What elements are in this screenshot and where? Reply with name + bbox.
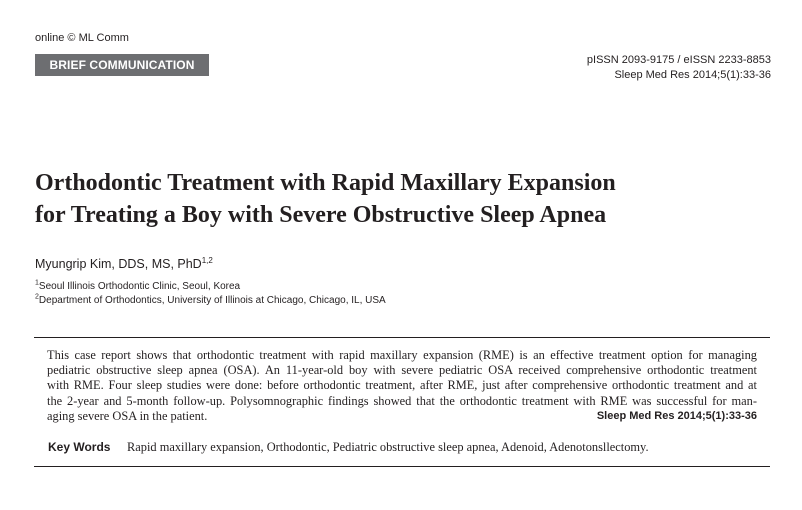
- affiliation: [35, 295, 386, 306]
- abstract-line: pediatric obstructive sleep apnea (OSA). An 11-year-old boy with severe pediatric OSA received comprehensive orthodontic treatment: [47, 363, 757, 378]
- title-line: Orthodontic Treatment with Rapid Maxillary Expansion: [35, 170, 616, 196]
- author-name: Myungrip Kim, DDS, MS, PhD: [35, 257, 202, 271]
- journal-info: [587, 53, 771, 83]
- title-line: for Treating a Boy with Severe Obstructive Sleep Apnea: [35, 202, 607, 228]
- author-line: [35, 257, 213, 271]
- abstract-line: the 2-year and 5-month follow-up. Polysomnographic findings showed that the orthodontic treatment with RME was successful for man-: [47, 393, 757, 408]
- affiliation-text: Department of Orthodontics, University of Illinois at Chicago, Chicago, IL, USA: [38, 295, 386, 306]
- abstract-top-rule: [34, 337, 770, 338]
- abstract-line: with RME. Four sleep studies were done: before orthodontic treatment, after RME, just after comprehensive orthodontic treatment and at: [47, 378, 757, 393]
- abstract-bottom-rule: [34, 466, 770, 467]
- abstract: [47, 348, 757, 424]
- author-affiliation-marks: 1,2: [201, 255, 213, 265]
- journal-citation: Sleep Med Res 2014;5(1):33-36: [614, 69, 771, 81]
- abstract-line: aging severe OSA in the patient.: [47, 408, 208, 423]
- article-title: [35, 167, 755, 231]
- affiliation-mark: 1: [35, 279, 39, 287]
- affiliation-text: Seoul Illinois Orthodontic Clinic, Seoul, Korea: [38, 281, 241, 292]
- abstract-citation: Sleep Med Res 2014;5(1):33-36: [596, 409, 757, 422]
- article-type-badge: BRIEF COMMUNICATION: [35, 54, 209, 76]
- abstract-line: This case report shows that orthodontic treatment with rapid maxillary expansion (RME) is an effective treatment option for managing: [47, 348, 757, 362]
- keywords-text: Rapid maxillary expansion, Orthodontic, Pediatric obstructive sleep apnea, Adenoid, Adenotonsllectomy.: [127, 440, 649, 454]
- issn-text: pISSN 2093-9175 / eISSN 2233-8853: [586, 54, 771, 66]
- online-label: online © ML Comm: [35, 32, 129, 44]
- abstract-last-line: [47, 409, 757, 424]
- keywords-label: Key Words: [48, 440, 111, 454]
- affiliation-mark: 2: [35, 293, 39, 301]
- affiliation: [35, 281, 240, 292]
